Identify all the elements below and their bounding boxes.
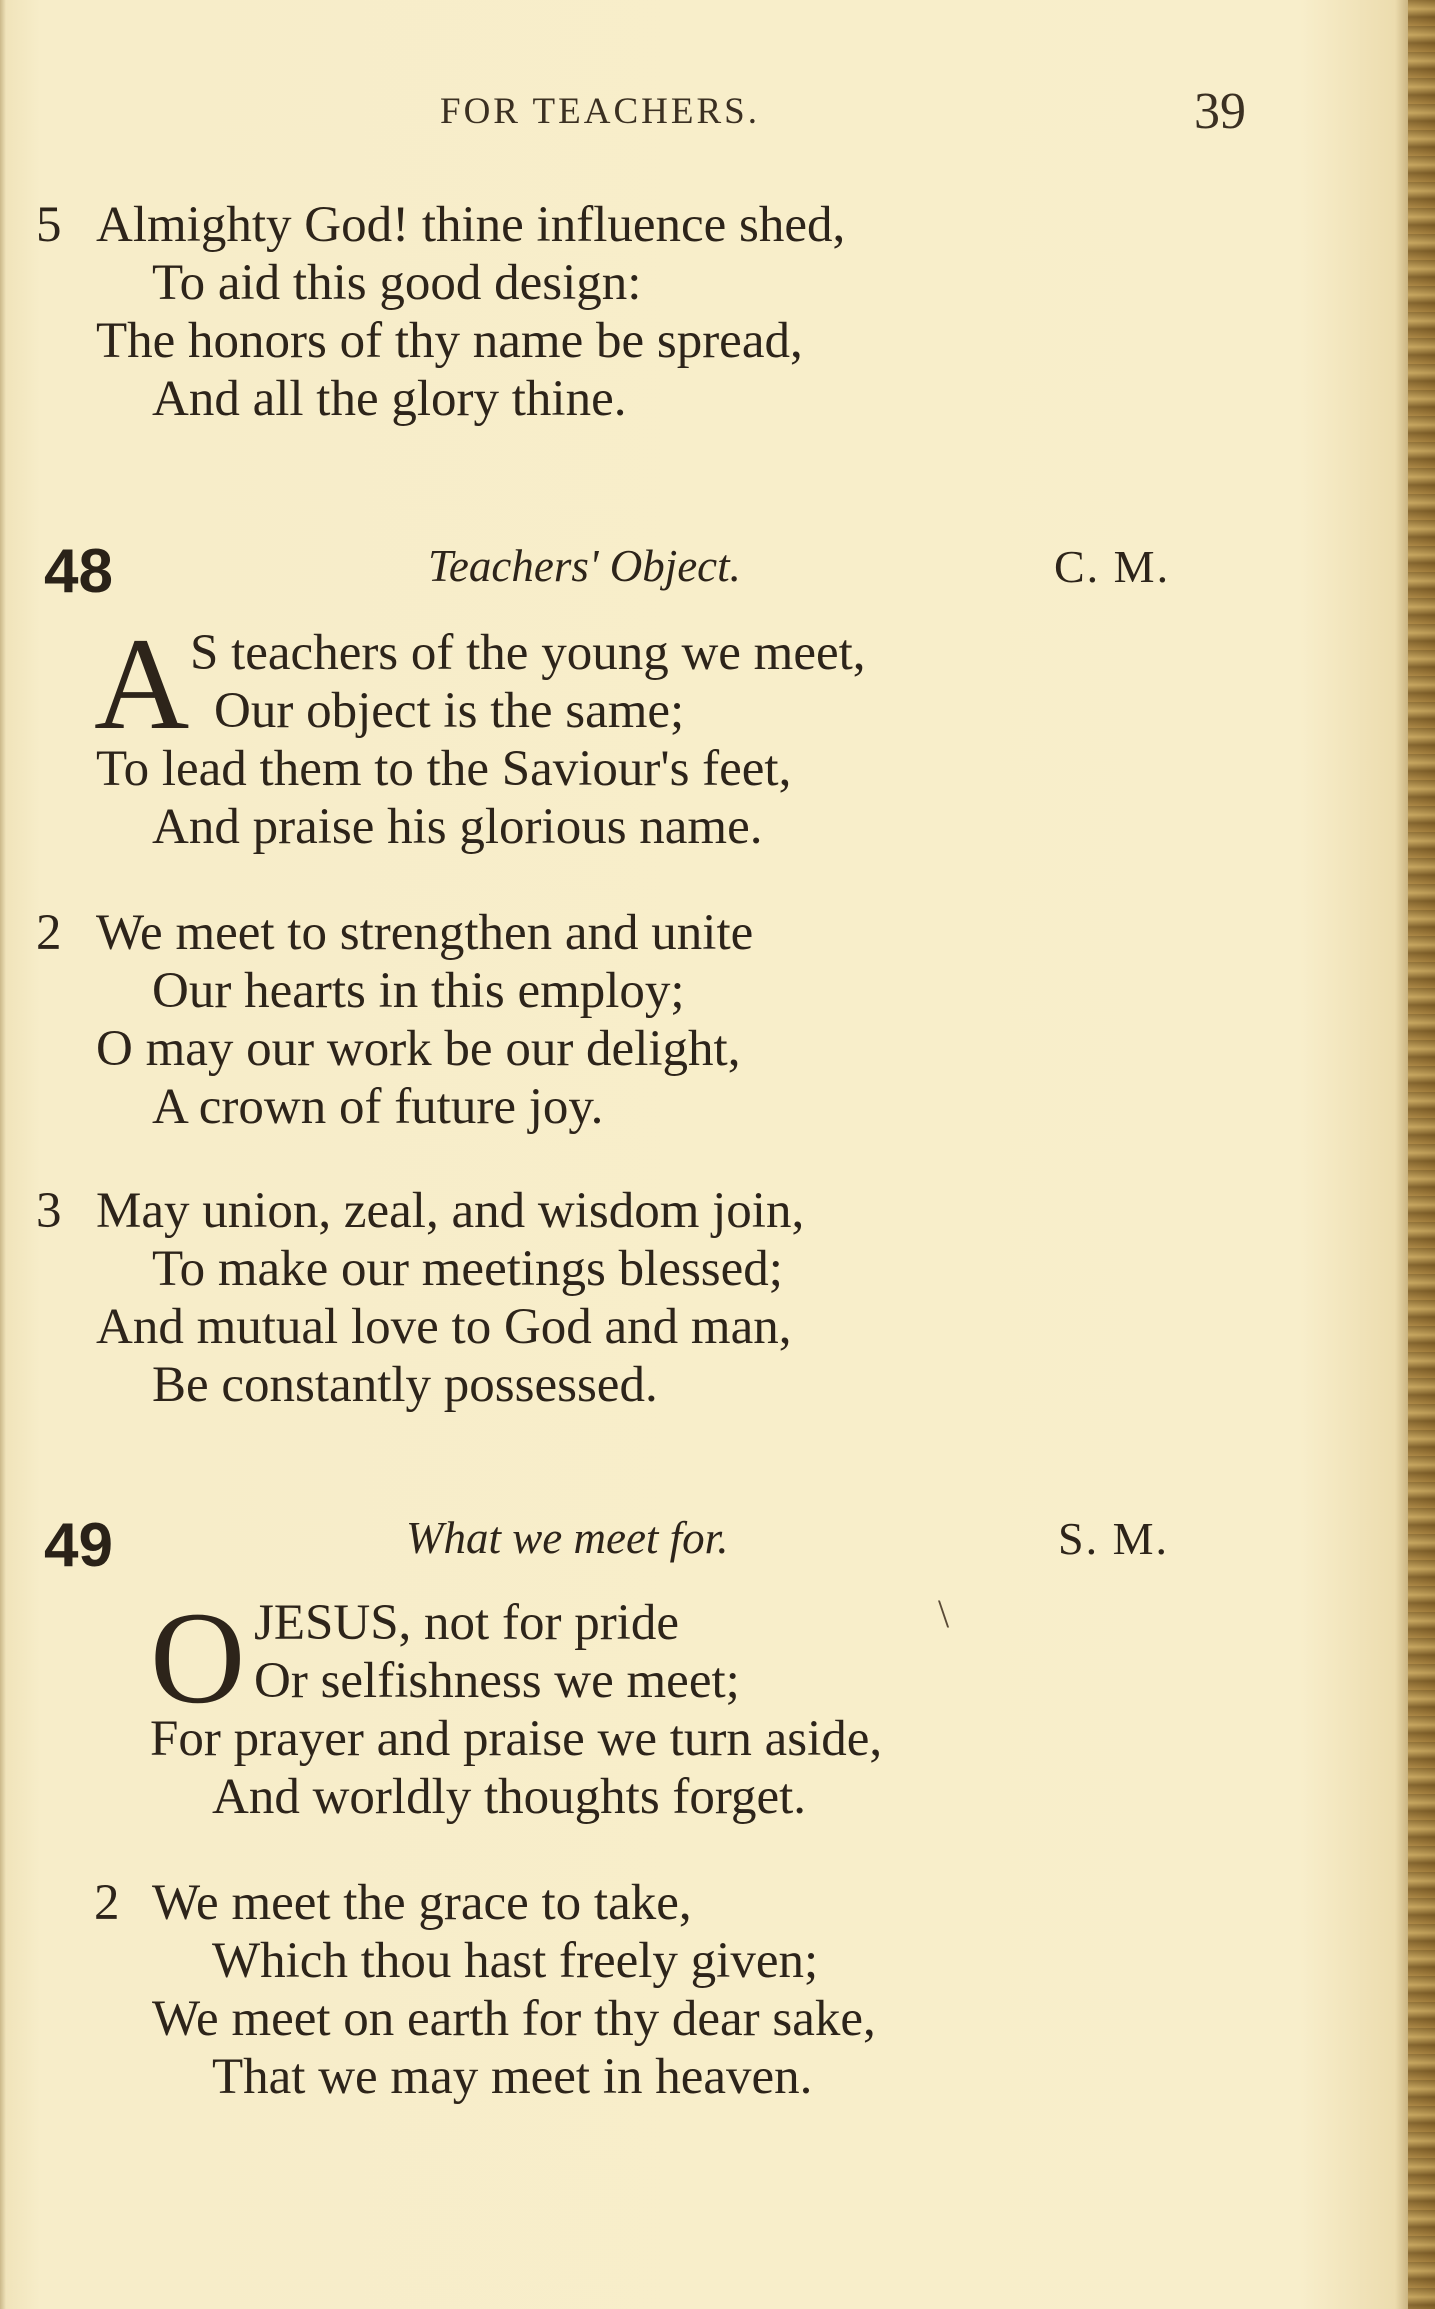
verse-line: We meet on earth for thy dear sake, bbox=[152, 1991, 876, 2047]
verse-line: Our hearts in this employ; bbox=[152, 963, 685, 1019]
hymn-meter: S. M. bbox=[1058, 1513, 1169, 1564]
verse-line: And all the glory thine. bbox=[152, 371, 627, 427]
page-right-edge bbox=[1408, 0, 1435, 2309]
hymn-number: 48 bbox=[44, 537, 113, 606]
drop-cap: O bbox=[150, 1584, 246, 1731]
hymn-number: 49 bbox=[44, 1511, 113, 1580]
verse-line: Almighty God! thine influence shed, bbox=[96, 197, 846, 253]
verse-line: S teachers of the young we meet, bbox=[190, 625, 866, 681]
verse-line: Our object is the same; bbox=[214, 683, 685, 739]
verse-line: That we may meet in heaven. bbox=[212, 2049, 813, 2105]
verse-line: A crown of future joy. bbox=[152, 1079, 604, 1135]
verse-line: And worldly thoughts forget. bbox=[212, 1769, 807, 1825]
verse-line: Or selfishness we meet; bbox=[254, 1653, 740, 1709]
hymn-meter: C. M. bbox=[1054, 541, 1171, 592]
pencil-mark: \ bbox=[938, 1591, 950, 1636]
verse-line: Be constantly possessed. bbox=[152, 1357, 658, 1413]
verse-line: For prayer and praise we turn aside, bbox=[150, 1711, 883, 1767]
verse-line: To make our meetings blessed; bbox=[152, 1241, 783, 1297]
verse-line: O may our work be our delight, bbox=[96, 1021, 741, 1077]
verse-line: And mutual love to God and man, bbox=[96, 1299, 792, 1355]
verse-line: May union, zeal, and wisdom join, bbox=[96, 1183, 805, 1239]
page-number: 39 bbox=[1194, 83, 1246, 140]
page-header bbox=[0, 82, 1435, 142]
verse-number: 2 bbox=[36, 905, 62, 961]
verse-line: We meet to strengthen and unite bbox=[96, 905, 754, 961]
verse-line: We meet the grace to take, bbox=[152, 1875, 692, 1931]
verse-number: 3 bbox=[36, 1183, 62, 1239]
running-head: FOR TEACHERS. bbox=[440, 91, 760, 132]
hymn-title: Teachers' Object. bbox=[428, 541, 741, 591]
verse-line: Which thou hast freely given; bbox=[212, 1933, 819, 1989]
verse-line: JESUS, not for pride bbox=[254, 1595, 679, 1651]
verse-number: 5 bbox=[36, 197, 62, 253]
verse-line: To aid this good design: bbox=[152, 255, 642, 311]
hymn-title: What we meet for. bbox=[406, 1513, 729, 1563]
verse-line: To lead them to the Saviour's feet, bbox=[96, 741, 792, 797]
verse-line: The honors of thy name be spread, bbox=[96, 313, 803, 369]
drop-cap: A bbox=[94, 610, 190, 757]
page-left-edge bbox=[0, 0, 6, 2309]
verse-number: 2 bbox=[94, 1875, 120, 1931]
verse-line: And praise his glorious name. bbox=[152, 799, 763, 855]
